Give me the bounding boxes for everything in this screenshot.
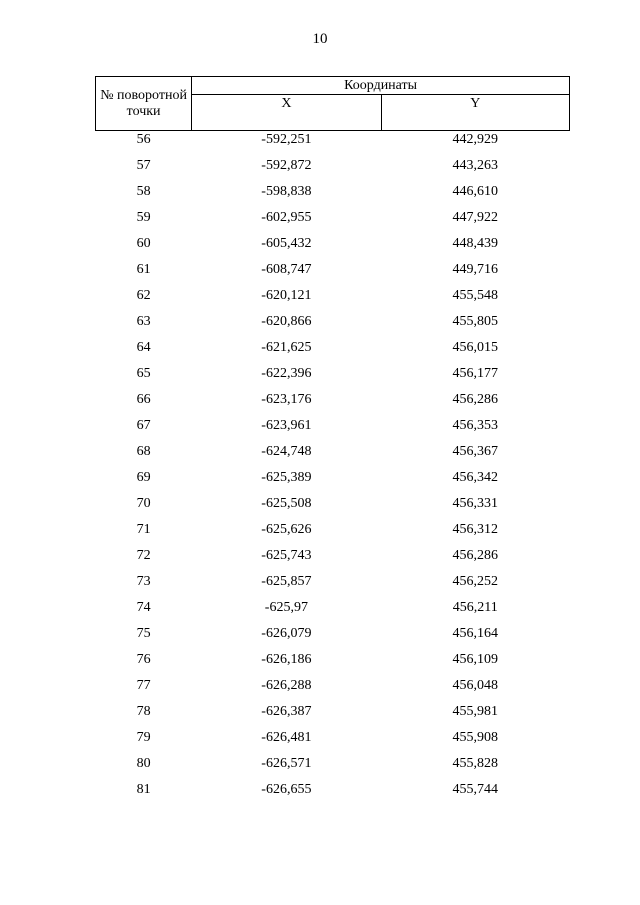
point-number-cell: 78 [136, 704, 151, 719]
y-coordinate-cell: 455,981 [452, 704, 499, 719]
point-number-cell: 66 [136, 392, 151, 407]
point-number-cell: 59 [136, 210, 151, 225]
table-row [96, 599, 570, 625]
x-coordinate-cell: -626,387 [261, 704, 312, 719]
x-coordinate-cell: -621,625 [261, 340, 312, 355]
coordinates-header: Координаты [192, 77, 570, 95]
table-row [96, 261, 570, 287]
table-row [96, 391, 570, 417]
y-coordinate-cell: 456,252 [452, 574, 499, 589]
point-number-cell: 60 [136, 236, 151, 251]
y-coordinate-cell: 455,828 [452, 756, 499, 771]
table-row [96, 287, 570, 313]
y-coordinate-cell: 456,353 [452, 418, 499, 433]
x-coordinate-cell: -625,97 [264, 600, 308, 615]
point-number-header: № поворотной точки [96, 77, 192, 131]
x-coordinate-cell: -626,079 [261, 626, 312, 641]
x-coordinate-cell: -626,186 [261, 652, 312, 667]
point-number-cell: 70 [136, 496, 151, 511]
y-coordinate-cell: 456,286 [452, 392, 499, 407]
point-number-cell: 81 [136, 782, 151, 797]
table-row [96, 755, 570, 781]
table-row [96, 313, 570, 339]
x-coordinate-cell: -626,571 [261, 756, 312, 771]
table-row [96, 547, 570, 573]
y-coordinate-cell: 442,929 [452, 132, 499, 147]
point-number-cell: 80 [136, 756, 151, 771]
point-number-cell: 56 [136, 132, 151, 147]
y-coordinate-cell: 455,908 [452, 730, 499, 745]
y-coordinate-cell: 456,342 [452, 470, 499, 485]
y-coordinate-cell: 456,109 [452, 652, 499, 667]
table-row [96, 495, 570, 521]
y-coordinate-cell: 456,312 [452, 522, 499, 537]
y-column-header: Y [381, 95, 569, 131]
y-coordinate-cell: 447,922 [452, 210, 499, 225]
coordinates-table [95, 76, 570, 807]
point-number-cell: 61 [136, 262, 151, 277]
point-number-cell: 72 [136, 548, 151, 563]
point-number-cell: 75 [136, 626, 151, 641]
table-row [96, 339, 570, 365]
x-coordinate-cell: -592,872 [261, 158, 312, 173]
x-coordinate-cell: -625,508 [261, 496, 312, 511]
point-number-cell: 71 [136, 522, 151, 537]
table-row [96, 703, 570, 729]
table-row [96, 417, 570, 443]
x-coordinate-cell: -626,655 [261, 782, 312, 797]
x-coordinate-cell: -624,748 [261, 444, 312, 459]
x-coordinate-cell: -626,481 [261, 730, 312, 745]
x-coordinate-cell: -598,838 [261, 184, 312, 199]
table-row [96, 781, 570, 807]
x-coordinate-cell: -620,866 [261, 314, 312, 329]
table-row [96, 235, 570, 261]
y-coordinate-cell: 456,367 [452, 444, 499, 459]
y-coordinate-cell: 446,610 [452, 184, 499, 199]
table-row [96, 573, 570, 599]
x-coordinate-cell: -602,955 [261, 210, 312, 225]
y-coordinate-cell: 455,548 [452, 288, 499, 303]
point-number-cell: 63 [136, 314, 151, 329]
point-number-cell: 62 [136, 288, 151, 303]
x-coordinate-cell: -625,857 [261, 574, 312, 589]
x-coordinate-cell: -620,121 [261, 288, 312, 303]
y-coordinate-cell: 455,805 [452, 314, 499, 329]
x-coordinate-cell: -625,626 [261, 522, 312, 537]
table-row [96, 651, 570, 677]
table-row [96, 729, 570, 755]
point-number-cell: 79 [136, 730, 151, 745]
point-number-cell: 67 [136, 418, 151, 433]
y-coordinate-cell: 456,177 [452, 366, 499, 381]
x-coordinate-cell: -608,747 [261, 262, 312, 277]
table-row [96, 521, 570, 547]
point-number-cell: 73 [136, 574, 151, 589]
y-coordinate-cell: 456,164 [452, 626, 499, 641]
x-coordinate-cell: -626,288 [261, 678, 312, 693]
point-number-cell: 65 [136, 366, 151, 381]
table-row [96, 365, 570, 391]
x-column-header: X [192, 95, 381, 131]
y-coordinate-cell: 448,439 [452, 236, 499, 251]
y-coordinate-cell: 456,331 [452, 496, 499, 511]
table-row [96, 131, 570, 158]
y-coordinate-cell: 455,744 [452, 782, 499, 797]
table-row [96, 157, 570, 183]
x-coordinate-cell: -625,389 [261, 470, 312, 485]
y-coordinate-cell: 456,015 [452, 340, 499, 355]
y-coordinate-cell: 456,048 [452, 678, 499, 693]
table-row [96, 677, 570, 703]
y-coordinate-cell: 456,211 [452, 600, 498, 615]
table-header [96, 77, 570, 131]
point-number-cell: 76 [136, 652, 151, 667]
table-row [96, 469, 570, 495]
x-coordinate-cell: -623,961 [261, 418, 312, 433]
x-coordinate-cell: -605,432 [261, 236, 312, 251]
table-row [96, 183, 570, 209]
x-coordinate-cell: -592,251 [261, 132, 312, 147]
point-number-cell: 58 [136, 184, 151, 199]
table-row [96, 209, 570, 235]
x-coordinate-cell: -622,396 [261, 366, 312, 381]
point-number-cell: 68 [136, 444, 151, 459]
x-coordinate-cell: -625,743 [261, 548, 312, 563]
point-number-cell: 74 [136, 600, 151, 615]
point-number-cell: 64 [136, 340, 151, 355]
point-number-cell: 69 [136, 470, 151, 485]
y-coordinate-cell: 449,716 [452, 262, 499, 277]
point-number-cell: 57 [136, 158, 151, 173]
table-row [96, 443, 570, 469]
table-body [96, 131, 570, 808]
point-number-cell: 77 [136, 678, 151, 693]
y-coordinate-cell: 456,286 [452, 548, 499, 563]
table-row [96, 625, 570, 651]
x-coordinate-cell: -623,176 [261, 392, 312, 407]
y-coordinate-cell: 443,263 [452, 158, 499, 173]
page-number: 10 [312, 31, 328, 47]
